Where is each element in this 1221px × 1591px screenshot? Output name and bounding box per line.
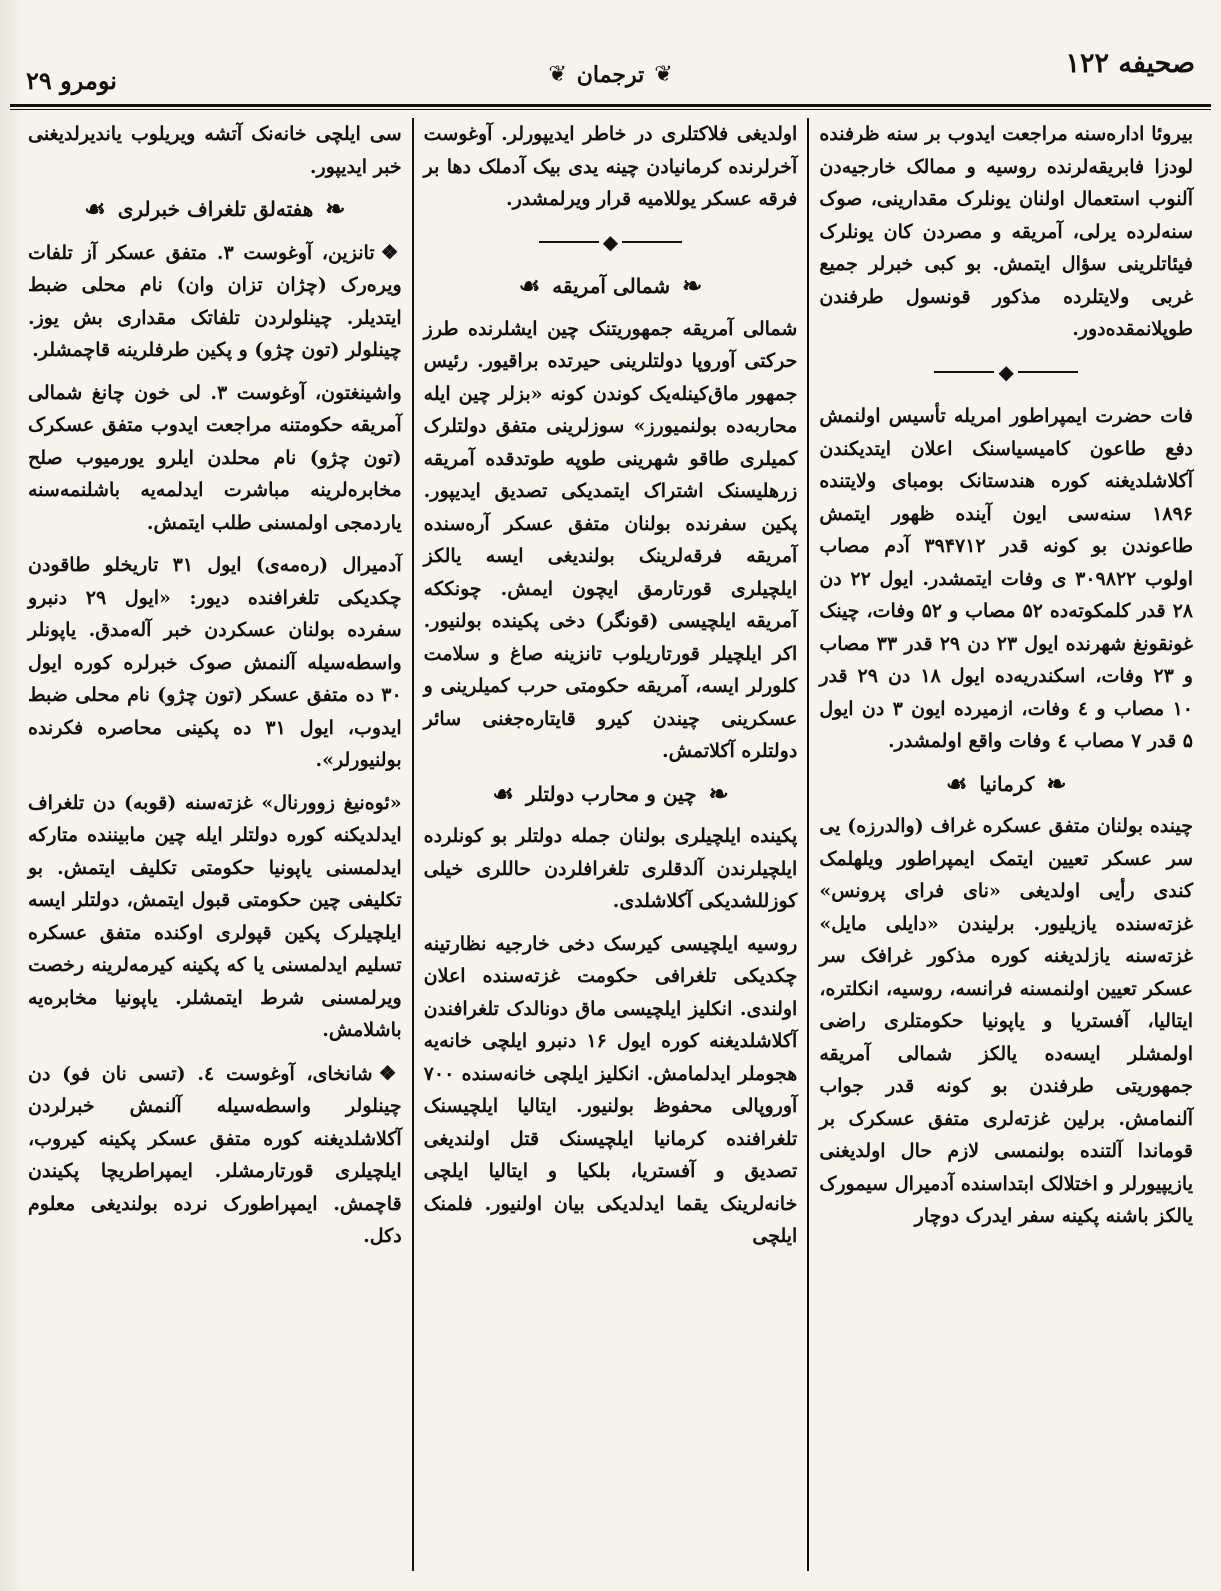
column-middle (414, 118, 810, 1571)
section-heading (424, 270, 798, 303)
masthead-title: ترجمان (576, 62, 645, 88)
section-heading (28, 193, 402, 226)
bullet-icon: ❖ (380, 239, 402, 264)
diamond-icon: ◆ (998, 359, 1014, 384)
page-header (26, 40, 1195, 98)
paragraph-text: تانزین، آوغوست ۳. متفق عسکر آز تلفات ویره‌رک (چژان تزان وان) نام محلی ضبط ایتدیلر. چینلولردن تلفاتک مقداری بش یوز. چینلولر (تون چژو) و پکین طرفلرینه قاچمشلر. (27, 241, 402, 361)
section-heading (424, 778, 798, 811)
article-paragraph (28, 1057, 402, 1253)
paragraph-text: شانخای، آوغوست ٤. (تسی نان فو) دن چینلولر واسطه‌سیله آلنمش خبرلردن آکلاشلدیغنه کوره متفق عسکر پکینه کیروب، ایلچیلری قورتارمشلر. ایمپراطریچا پکیندن قاچمش. ایمپراطورک نرده بولندیغی معلوم دکل. (27, 1062, 402, 1247)
paragraph-text: آدمیرال (رەمەی) ایول ۳۱ تاریخلو طاقودن چکدیکی تلغرافنده دیور: «ایول ۲۹ دنبرو سفرده بولنان عسکردن خبر آلەمدق. یاپونلر واسطه‌سیله آلنمش صوک خبرلره کوره ایول ۳۰ ده متفق عسکر (تون چژو) نام محلی ضبط ایدوب، ایول ۳۱ ده پکینی محاصره فکرنده بولنیورلر». (27, 554, 402, 771)
divider-line (934, 371, 994, 373)
article-paragraph (819, 118, 1193, 346)
ornament-icon: ❧ (1046, 768, 1067, 798)
column-right (809, 118, 1203, 1571)
paragraph-text: شمالی آمریقه جمهوریتنک چین ایشلرنده طرز حرکتی آوروپا دولتلرینی حیرتده براقیور. رئیس جمهور ماق‌کینله‌یک کوندن کونه «بزلر چین ایله محاربه‌ده بولنمیورز» سوزلرینی متفق دولتلرک کمیلری طاقو شهرینی طوپه طوتدقده آمریقه زرهلیسنک اشتراک ایتمدیکی تصدیق ایدیپور. پکین سفرنده بولنان متفق عسکر آره‌سنده آمریقه فرقه‌لرینک بولندیغی ایسه یالکز ایلچیلری قورتارمق ایچون ایمش. چونککه آمریقه ایلچیسی (قونگر) دخی پکینده بولنیور. اکر ایلچیلر قورتاریلوب تانزینه صاغ و سلامت کلورلر ایسه، آمریقه حکومتی حرب کمیلرینی و عسکرینی چیندن کیرو قایتاره‌جغنی سائر دولتلره آکلاتمش. (423, 317, 798, 762)
article-paragraph (424, 820, 798, 918)
section-heading-text: کرمانیا (979, 771, 1035, 796)
paragraph-text: چینده بولنان متفق عسکره غراف (والدرزه) یی سر عسکر تعیین ایتمک ایمپراطور ویلهلمک کندی رأیی اولدیغی «نای فرای پرونس» غزته‌سنده یازیلیور. برلیندن «دایلی مایل» غزته‌سنه یازلدیغنه کوره مذکور غرافک سر عسکر تعیین اولنمسنه فرانسه، روسیه، انکلتره، ایتالیا، آفستریا و یاپونیا حکومتلری راضی اولمشلر ایسه‌ده یالکز شمالی آمریقه جمهوریتی طرفندن بو کونه قدر جواب آلنمامش. برلین غزته‌لری متفق عسکرک بر قوماندا آلتنده بولنمسی لازم حال اولدیغنی یازیپیورلر و اختلالک ابتداسنده آدمیرال سیمورک یالکز باشنه پکینه سفر ایدرک دوچار (819, 815, 1193, 1227)
ornament-left-icon: ❦ (654, 62, 673, 87)
ornament-right-icon: ❦ (548, 62, 567, 87)
article-paragraph (28, 377, 402, 540)
article-paragraph (424, 928, 798, 1253)
section-divider (424, 226, 798, 259)
paragraph-text: فات حضرت ایمپراطور امریله تأسیس اولنمش دفع طاعون کامیسیاسنک اعلان ایتدیکندن آکلاشلدیغنه کوره هندستانک بومبای ولایتنده ۱۸۹۶ سنه‌سی ایون آینده ظهور ایتمش طاعوندن بو کونه قدر ۳۹۴۷۱۲ آدم مصاب اولوب ۳۰۹۸۲۲ ی وفات ایتمشدر. ایول ۲۲ دن ۲۸ قدر کلمکوته‌ده ۵۲ مصاب و ۵۲ وفات، چینک غونقونغ شهرنده ایول ۲۳ دن ۲۹ قدر ۳۳ مصاب و ۲۳ وفات، اسکندریه‌ده ایول ۱۸ دن ۲۹ قدر ۱۰ مصاب و ٤ وفات، ازمیرده ایون ۳ دن ایول ۵ قدر ۷ مصاب ٤ وفات واقع اولمشدر. (819, 405, 1193, 752)
bullet-icon: ❖ (378, 1060, 402, 1085)
section-heading-text: هفته‌لق تلغراف خبرلری (117, 197, 314, 221)
article-paragraph (28, 549, 402, 777)
ornament-icon: ☙ (518, 271, 541, 300)
header-rule (10, 104, 1211, 107)
section-heading (819, 768, 1193, 801)
page-number: صحیفه ۱۲۲ (1065, 48, 1195, 79)
ornament-icon: ☙ (84, 194, 106, 223)
article-paragraph (424, 118, 798, 216)
article-paragraph (28, 236, 402, 367)
paragraph-text: اولدیغی فلاکتلری در خاطر ایدیپورلر. آوغوست آخرلرنده کرمانیادن چینه یدی بیک آدملک دها بر فرقه عسکر یوللامیه قرار ویرلمشدر. (423, 123, 798, 210)
paragraph-text: «ئوەنیغ زوورنال» غزته‌سنه (قوبه) دن تلغراف ایدلدیکنه کوره دولتلر ایله چین مابیننده متارکه ایدلمسنی یاپونیا حکومتی تکلیف ایتمش. بو تکلیفی چین حکومتی قبول ایتمش، دولتلر ایسه ایلچیلرک پکین قپولری اوکنده متفق عسکره تسلیم ایدلمسنی یا که پکینه کیرمه‌لرینه رخصت ویرلمسنی شرط ایتمشلر. یاپونیا مخابره‌یه باشلامش. (27, 791, 402, 1041)
section-heading-text: شمالی آمریقه (552, 274, 671, 298)
ornament-icon: ❧ (708, 778, 729, 808)
issue-number: نومرو ۲۹ (26, 66, 117, 95)
masthead (548, 62, 672, 88)
paragraph-text: بیروئا اداره‌سنه مراجعت ایدوب بر سنه ظرفنده لودزا فابریقه‌لرنده روسیه و ممالک خارجیه‌دن آلنوب استعمال اولنان یونلرک مقدارینی، صوک سنه‌لرده یرلی، آمریقه و مصردن کان یونلرک فیئاتلرینی سؤال ایتمش. بو کبی خبرلر جمیع غربی ولایتلرده مذکور قونسول طرفندن طوپلانمقده‌دور. (819, 123, 1193, 340)
article-paragraph (28, 118, 402, 183)
columns (18, 118, 1203, 1571)
article-paragraph (819, 400, 1193, 758)
paragraph-text: سی ایلچی خانه‌نک آتشه ویریلوب یاندیرلدیغنی خبر ایدیپور. (27, 123, 402, 178)
column-left (18, 118, 414, 1571)
ornament-icon: ❧ (682, 271, 703, 300)
section-divider (819, 356, 1193, 389)
article-paragraph (819, 810, 1193, 1233)
paragraph-text: واشینغتون، آوغوست ۳. لی خون چانغ شمالی آمریقه حکومتنه مراجعت ایدوب متفق عسکرک (تون چژو) نام محلدن ایلرو یورمیوب صلح مخابره‌لرینه مباشرت ایدلمه‌یه باشلنمه‌سنه یاردمجی اولمسنی طلب ایتمش. (27, 381, 402, 534)
divider-line (1018, 371, 1078, 373)
ornament-icon: ☙ (945, 768, 968, 798)
article-paragraph (424, 313, 798, 768)
divider-line (622, 241, 682, 243)
section-heading-text: چین و محارب دولتلر (525, 781, 697, 806)
paragraph-text: پکینده ایلچیلری بولنان جمله دولتلر بو کونلرده ایلچیلرندن آلدقلری تلغرافلردن حاللری خیلی کوزللشدیکی آکلاشلدی. (423, 825, 798, 912)
diamond-icon: ◆ (602, 229, 619, 254)
article-paragraph (28, 787, 402, 1047)
paragraph-text: روسیه ایلچیسی کیرسک دخی خارجیه نظارتینه چکدیکی تلغرافی حکومت غزته‌سنده اعلان اولندی. انکلیز ایلچیسی ماق دونالدک تلغرافندن آکلاشلدیغنه کوره ایول ۱۶ دنبرو ایلچی خانه‌یه هجوملر ایدلمامش. انکلیز ایلچی خانه‌سنده ۷۰۰ آوروپالی محفوظ بولنیور. ایتالیا ایلچیسنک تلغرافنده کرمانیا ایلچیسنک قتل اولندیغی تصدیق و آفستریا، بلکیا و ایتالیا ایلچی خانه‌لرینک یقما ایدلدیکی بیان اولنیور. فلمنک ایلچی (423, 932, 798, 1247)
ornament-icon: ☙ (492, 778, 514, 808)
header-rule-thin (10, 109, 1211, 110)
divider-line (539, 241, 599, 243)
ornament-icon: ❧ (325, 194, 346, 223)
